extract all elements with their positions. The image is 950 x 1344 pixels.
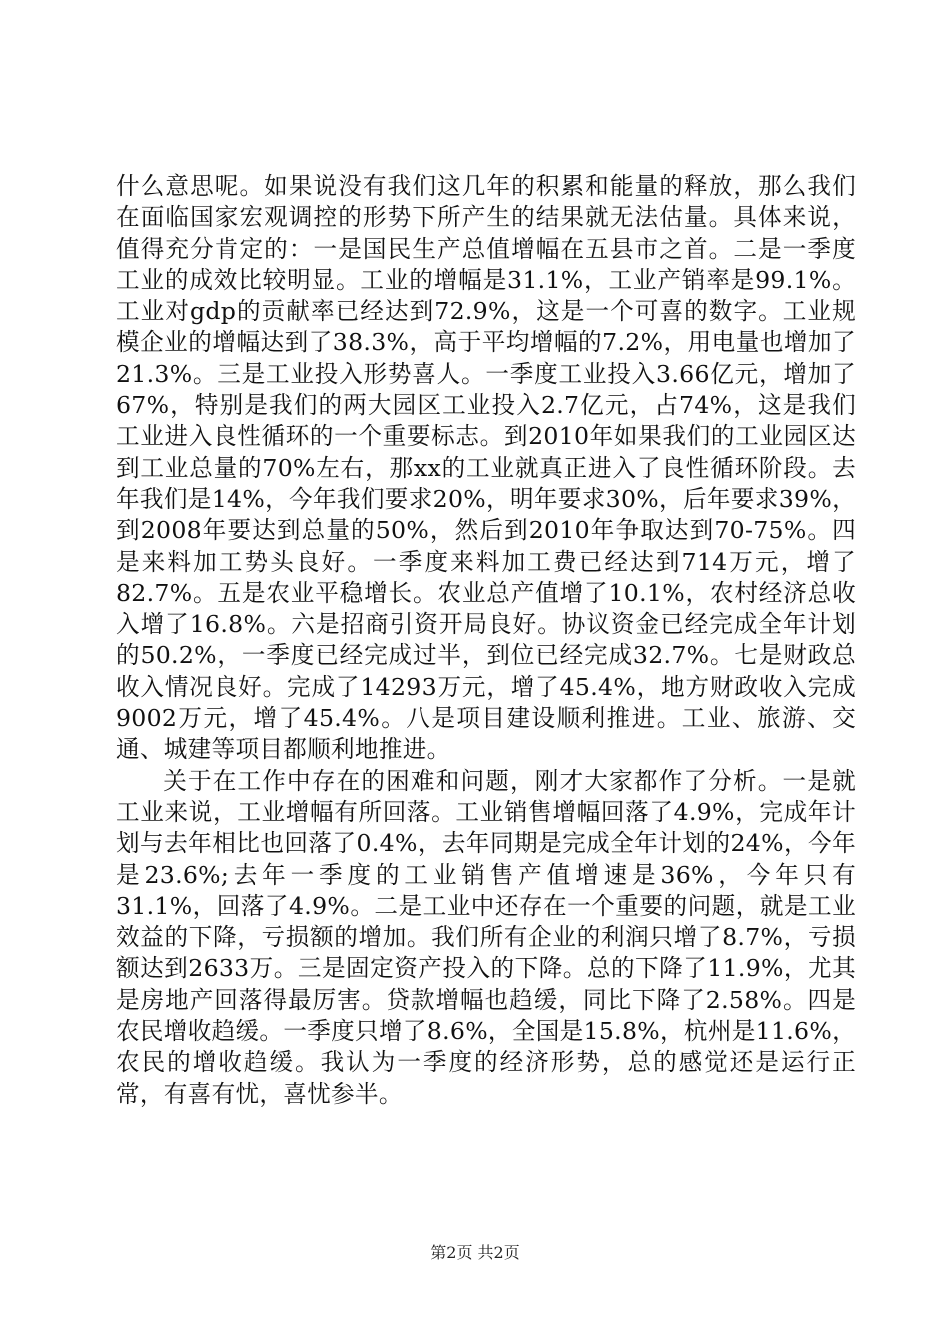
paragraph-problems: 关于在工作中存在的困难和问题，刚才大家都作了分析。一是就工业来说，工业增幅有所回落。工业销售增幅回落了4.9%，完成年计划与去年相比也回落了0.4%，去年同期是完成全年计划的24%，今年是23.6%;去年一季度的工业销售产值增速是36%，今年只有31.1%，回落了4.9%。二是工业中还存在一个重要的问题，就是工业效益的下降，亏损额的增加。我们所有企业的利润只增了8.7%，亏损额达到2633万。三是固定资产投入的下降。总的下降了11.9%，尤其是房地产回落得最厉害。贷款增幅也趋缓，同比下降了2.58%。四是农民增收趋缓。一季度只增了8.6%，全国是15.8%，杭州是11.6%，农民的增收趋缓。我认为一季度的经济形势，总的感觉还是运行正常，有喜有忧，喜忧参半。 — [116, 766, 856, 1108]
page-footer: 第2页 共2页 — [430, 1243, 520, 1262]
paragraph-achievements: 什么意思呢。如果说没有我们这几年的积累和能量的释放，那么我们在面临国家宏观调控的形势下所产生的结果就无法估量。具体来说，值得充分肯定的：一是国民生产总值增幅在五县市之首。二是一季度工业的成效比较明显。工业的增幅是31.1%，工业产销率是99.1%。工业对gdp的贡献率已经达到72.9%，这是一个可喜的数字。工业规模企业的增幅达到了38.3%，高于平均增幅的7.2%，用电量也增加了21.3%。三是工业投入形势喜人。一季度工业投入3.66亿元，增加了67%，特别是我们的两大园区工业投入2.7亿元，占74%，这是我们工业进入良性循环的一个重要标志。到2010年如果我们的工业园区达到工业总量的70%左右，那xx的工业就真正进入了良性循环阶段。去年我们是14%，今年我们要求20%，明年要求30%，后年要求39%，到2008年要达到总量的50%，然后到2010年争取达到70-75%。四是来料加工势头良好。一季度来料加工费已经达到714万元，增了82.7%。五是农业平稳增长。农业总产值增了10.1%，农村经济总收入增了16.8%。六是招商引资开局良好。协议资金已经完成全年计划的50.2%，一季度已经完成过半，到位已经完成32.7%。七是财政总收入情况良好。完成了14293万元，增了45.4%，地方财政收入完成9002万元，增了45.4%。八是项目建设顺利推进。工业、旅游、交通、城建等项目都顺利地推进。 — [116, 172, 856, 764]
document-body — [116, 171, 856, 1110]
